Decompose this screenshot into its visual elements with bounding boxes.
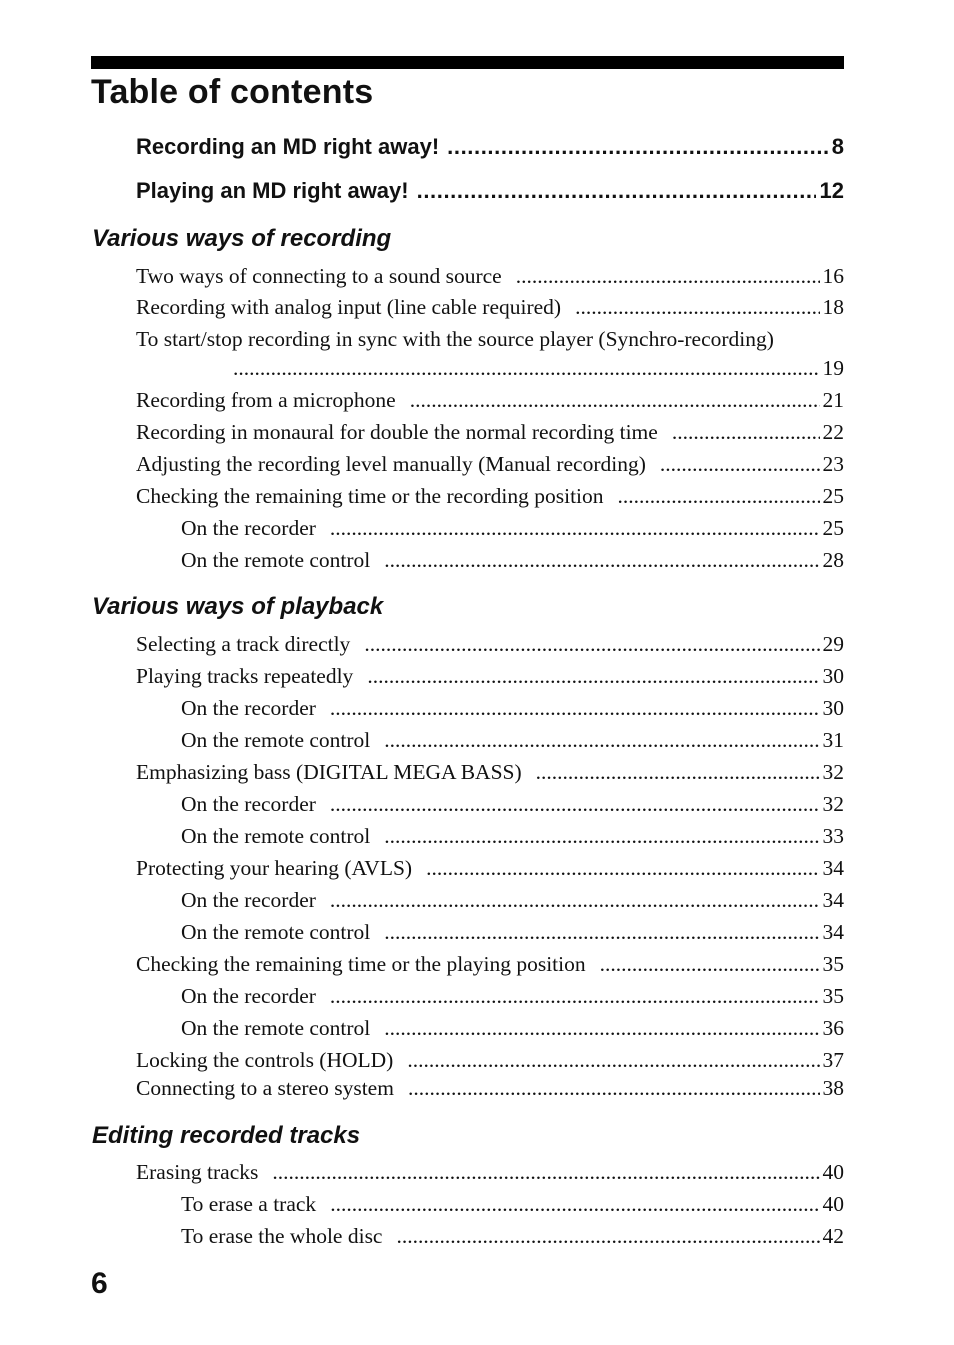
page-number: 6 (91, 1267, 108, 1300)
page-title: Table of contents (91, 73, 374, 111)
toc-entry-label: To erase the whole disc (181, 1224, 383, 1248)
toc-entry-page: 34 (822, 920, 844, 944)
toc-entry-page: 37 (822, 1048, 844, 1072)
toc-entry-page: 32 (822, 792, 844, 816)
toc-entry-page: 22 (822, 420, 844, 444)
toc-entry-featured[interactable] (136, 176, 844, 206)
toc-entry-label: On the remote control (181, 548, 371, 572)
dot-leader (410, 386, 820, 414)
dot-leader (384, 546, 819, 574)
toc-subentry[interactable] (181, 514, 844, 542)
dot-leader (447, 132, 828, 162)
toc-entry-label: Adjusting the recording level manually (Manual recording) (136, 452, 646, 476)
toc-entry-page: 25 (822, 516, 844, 540)
section-heading-recording: Various ways of recording (92, 225, 392, 252)
toc-entry-label: On the recorder (181, 696, 316, 720)
toc-entry-featured[interactable] (136, 132, 844, 162)
dot-leader (364, 630, 819, 658)
dot-leader (330, 790, 820, 818)
toc-entry-label: Playing tracks repeatedly (136, 664, 354, 688)
toc-entry-page: 12 (819, 178, 844, 203)
toc-entry-label: On the recorder (181, 984, 316, 1008)
section-heading-editing: Editing recorded tracks (92, 1122, 361, 1149)
toc-entry-page: 21 (822, 388, 844, 412)
toc-entry-page: 30 (822, 696, 844, 720)
toc-entry-page: 33 (822, 824, 844, 848)
dot-leader (384, 726, 819, 754)
dot-leader (272, 1158, 819, 1186)
toc-entry-label: On the remote control (181, 1016, 371, 1040)
toc-subentry[interactable] (181, 1222, 844, 1250)
toc-entry[interactable] (136, 482, 844, 510)
toc-entry[interactable] (136, 950, 844, 978)
toc-entry[interactable] (136, 418, 844, 446)
toc-entry-page: 35 (822, 952, 844, 976)
toc-subentry[interactable] (181, 1014, 844, 1042)
toc-entry[interactable] (136, 630, 844, 658)
toc-entry-page: 38 (822, 1076, 844, 1100)
dot-leader (330, 694, 820, 722)
toc-entry-label: Selecting a track directly (136, 632, 351, 656)
toc-entry[interactable] (136, 1046, 844, 1074)
dot-leader (407, 1046, 819, 1074)
dot-leader (660, 450, 820, 478)
toc-entry-label: Checking the remaining time or the playing position (136, 952, 586, 976)
toc-entry-label: On the remote control (181, 920, 371, 944)
toc-entry-page: 34 (822, 888, 844, 912)
toc-entry-page: 32 (822, 760, 844, 784)
toc-entry-label-wrapped[interactable]: To start/stop recording in sync with the source player (Synchro-recording) (136, 327, 774, 351)
dot-leader (396, 1222, 819, 1250)
toc-entry-page: 29 (822, 632, 844, 656)
toc-entry-label: Protecting your hearing (AVLS) (136, 856, 413, 880)
toc-entry-label: On the recorder (181, 516, 316, 540)
dot-leader (330, 886, 820, 914)
toc-entry-label: Recording from a microphone (136, 388, 396, 412)
toc-entry-page: 30 (822, 664, 844, 688)
dot-leader (417, 176, 816, 206)
toc-subentry[interactable] (181, 1190, 844, 1218)
dot-leader (575, 293, 819, 321)
toc-entry-label: On the remote control (181, 728, 371, 752)
toc-entry-label: Two ways of connecting to a sound source (136, 264, 502, 288)
toc-entry-label: On the recorder (181, 792, 316, 816)
toc-entry-page: 31 (822, 728, 844, 752)
toc-entry-label: Recording with analog input (line cable required) (136, 295, 562, 319)
toc-subentry[interactable] (181, 546, 844, 574)
section-heading-playback: Various ways of playback (92, 593, 384, 620)
toc-entry[interactable] (136, 1074, 844, 1102)
toc-subentry[interactable] (181, 982, 844, 1010)
dot-leader (426, 854, 819, 882)
dot-leader (330, 514, 820, 542)
toc-entry-page: 19 (822, 356, 844, 380)
dot-leader (618, 482, 820, 510)
toc-entry-page: 40 (822, 1192, 844, 1216)
toc-entry-label: On the recorder (181, 888, 316, 912)
dot-leader (600, 950, 820, 978)
toc-entry-page: 40 (822, 1160, 844, 1184)
toc-entry[interactable] (136, 1158, 844, 1186)
dot-leader (330, 982, 820, 1010)
toc-entry[interactable] (136, 262, 844, 290)
toc-entry-page: 28 (822, 548, 844, 572)
toc-subentry[interactable] (181, 726, 844, 754)
toc-entry-label: Locking the controls (HOLD) (136, 1048, 394, 1072)
toc-entry-label: To erase a track (181, 1192, 317, 1216)
toc-entry-label: Connecting to a stereo system (136, 1076, 394, 1100)
toc-entry-page: 8 (831, 134, 844, 159)
toc-entry-page: 18 (822, 295, 844, 319)
toc-entry-page: 42 (822, 1224, 844, 1248)
toc-subentry[interactable] (181, 694, 844, 722)
toc-entry-page: 34 (822, 856, 844, 880)
dot-leader (408, 1074, 820, 1102)
toc-entry[interactable] (136, 758, 844, 786)
toc-subentry[interactable] (181, 918, 844, 946)
dot-leader (384, 918, 819, 946)
dot-leader (330, 1190, 819, 1218)
dot-leader (384, 1014, 819, 1042)
toc-entry-page: 35 (822, 984, 844, 1008)
toc-entry[interactable] (136, 386, 844, 414)
top-rule (91, 56, 844, 69)
dot-leader (367, 662, 819, 690)
toc-entry-label: Checking the remaining time or the recording position (136, 484, 604, 508)
toc-entry[interactable] (136, 854, 844, 882)
toc-subentry[interactable] (181, 822, 844, 850)
toc-entry-label: Erasing tracks (136, 1160, 259, 1184)
toc-entry[interactable] (136, 293, 844, 321)
dot-leader (516, 262, 820, 290)
dot-leader (233, 354, 820, 382)
dot-leader (384, 822, 819, 850)
toc-entry-label: Recording an MD right away! (136, 134, 440, 159)
toc-entry-page: 16 (822, 264, 844, 288)
toc-entry-page: 25 (822, 484, 844, 508)
toc-subentry[interactable] (181, 886, 844, 914)
dot-leader (536, 758, 820, 786)
dot-leader (672, 418, 820, 446)
toc-entry[interactable] (136, 450, 844, 478)
toc-entry[interactable] (136, 662, 844, 690)
toc-entry-label: Recording in monaural for double the normal recording time (136, 420, 658, 444)
toc-subentry[interactable] (181, 790, 844, 818)
toc-entry-continuation[interactable] (233, 354, 844, 382)
toc-entry-label: On the remote control (181, 824, 371, 848)
toc-entry-label: Playing an MD right away! (136, 178, 409, 203)
toc-entry-page: 23 (822, 452, 844, 476)
toc-entry-page: 36 (822, 1016, 844, 1040)
toc-entry-label: Emphasizing bass (DIGITAL MEGA BASS) (136, 760, 522, 784)
